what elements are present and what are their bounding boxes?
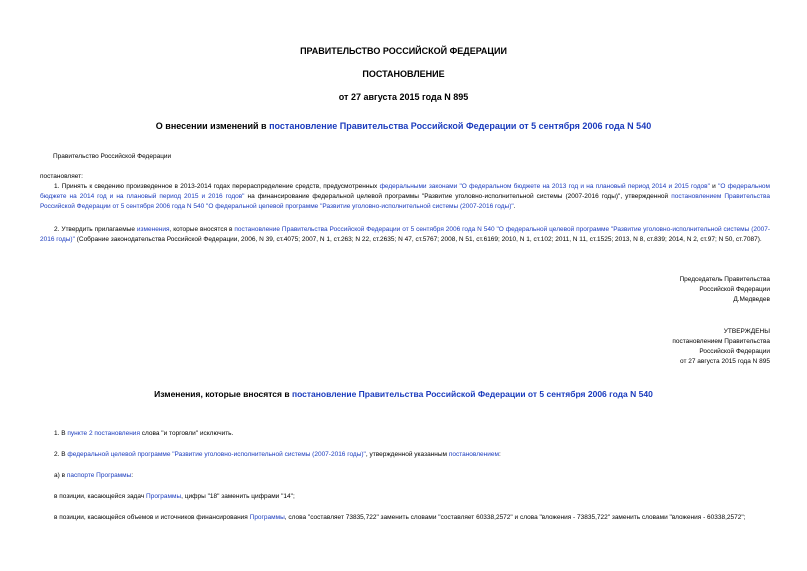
signature-line-1: Председатель Правительства: [679, 276, 770, 283]
tasks-text-b: , цифры "18" заменить цифрами "14";: [181, 493, 295, 500]
approval-line-4: от 27 августа 2015 года N 895: [679, 358, 770, 365]
changes-title-link[interactable]: постановление Правительства Российской Федерации от 5 сентября 2006 года N 540: [291, 389, 653, 399]
signature-name: Д.Медведев: [733, 296, 770, 303]
approval-line-3: Российской Федерации: [699, 348, 770, 355]
change-item-2: [40, 450, 770, 460]
preamble-government: Правительство Российской Федерации: [53, 153, 172, 160]
p1-link-budget-law[interactable]: "О федеральном бюджете на 2014 год и на плановый период 2015 и 2016 годов": [40, 183, 770, 200]
ca-text-b: :: [131, 472, 134, 479]
document-date: от 27 августа 2015 года N 895: [338, 92, 469, 102]
change-item-tasks: [40, 492, 770, 502]
tasks-link-program[interactable]: Программы: [146, 493, 182, 500]
p1-text-b: и: [709, 183, 719, 190]
approval-line-1: УТВЕРЖДЕНЫ: [723, 328, 770, 335]
p1-text-a: 1. Принять к сведению произведенное в 2013-2014 годах перераспределение средств, предусмотренных: [54, 183, 380, 190]
approval-line-2: постановлением Правительства: [672, 338, 770, 345]
c2-text-a: 2. В: [54, 451, 68, 458]
signature-block: [550, 275, 770, 305]
p2-link-resolution[interactable]: постановление Правительства Российской Федерации от 5 сентября 2006 года N 540 "О федеральной целевой программе "Развитие уголовно-исполнительной системы (2007-2016 годы)": [40, 226, 770, 243]
change-item-1: [40, 429, 770, 439]
c2-text-c: :: [498, 451, 501, 458]
changes-title-prefix: Изменения, которые вносятся в: [154, 389, 292, 399]
change-item-a: [40, 471, 770, 481]
fin-text-b: , слова "составляет 73835,722" заменить словами "составляет 60338,2572" и слова "вложения - 73835,722" заменить словами "вложения - 60338,2572";: [284, 514, 746, 521]
p1-text-d: .: [513, 203, 516, 210]
p2-text-a: 2. Утвердить прилагаемые: [54, 226, 137, 233]
document-title: [0, 121, 807, 131]
c1-link[interactable]: пункте 2 постановления: [67, 430, 140, 437]
p2-text-c: (Собрание законодательства Российской Федерации, 2006, N 39, ст.4075; 2007, N 1, ст.263; N 22, ст.2635; N 47, ст.5767; 2008, N 51, ст.6169; 2010, N 1, ст.102; 2011, N 11, ст.1525; 2013, N 8, ст.839; 2014, N 2, ст.97; N 50, ст.7087).: [74, 236, 762, 243]
paragraph-1: [40, 182, 770, 212]
p2-text-b: , которые вносятся в: [169, 226, 235, 233]
c1-text-a: 1. В: [54, 430, 68, 437]
c2-link-program[interactable]: федеральной целевой программе "Развитие уголовно-исполнительной системы (2007-2016 годы)": [67, 451, 366, 458]
c2-text-b: , утвержденной указанным: [365, 451, 449, 458]
p1-link-resolution[interactable]: постановлением Правительства Российской Федерации от 5 сентября 2006 года N 540 "О федеральной целевой программе "Развитие уголовно-исполнительной системы (2007-2016 годы)": [40, 193, 771, 210]
c2-link-resolution[interactable]: постановлением: [448, 451, 499, 458]
fin-link-program[interactable]: Программы: [249, 514, 285, 521]
fin-text-a: в позиции, касающейся объемов и источников финансирования: [54, 514, 250, 521]
c1-text-b: слова "и торговли" исключить.: [139, 430, 234, 437]
preamble-decides: постановляет:: [40, 173, 83, 180]
title-link[interactable]: постановление Правительства Российской Федерации от 5 сентября 2006 года N 540: [269, 121, 652, 131]
changes-title: [0, 389, 807, 399]
tasks-text-a: в позиции, касающейся задач: [54, 493, 147, 500]
title-prefix: О внесении изменений в: [155, 121, 270, 131]
government-heading: ПРАВИТЕЛЬСТВО РОССИЙСКОЙ ФЕДЕРАЦИИ: [300, 46, 507, 56]
paragraph-2: [40, 225, 770, 245]
approval-block: [550, 327, 770, 367]
ca-text-a: а) в: [54, 472, 67, 479]
p1-link-federal-laws[interactable]: федеральными законами "О федеральном бюджете на 2013 год и на плановый период 2014 и 2015 годов": [379, 183, 710, 190]
ca-link-passport[interactable]: паспорте Программы: [66, 472, 132, 479]
signature-line-2: Российской Федерации: [699, 286, 770, 293]
p1-text-c: на финансирование федеральной целевой программы "Развитие уголовно-исполнительной системы (2007-2016 годы)", утвержденной: [244, 193, 672, 200]
document-type: ПОСТАНОВЛЕНИЕ: [362, 69, 445, 79]
change-item-financing: [40, 513, 770, 523]
p2-link-changes[interactable]: изменения: [136, 226, 170, 233]
